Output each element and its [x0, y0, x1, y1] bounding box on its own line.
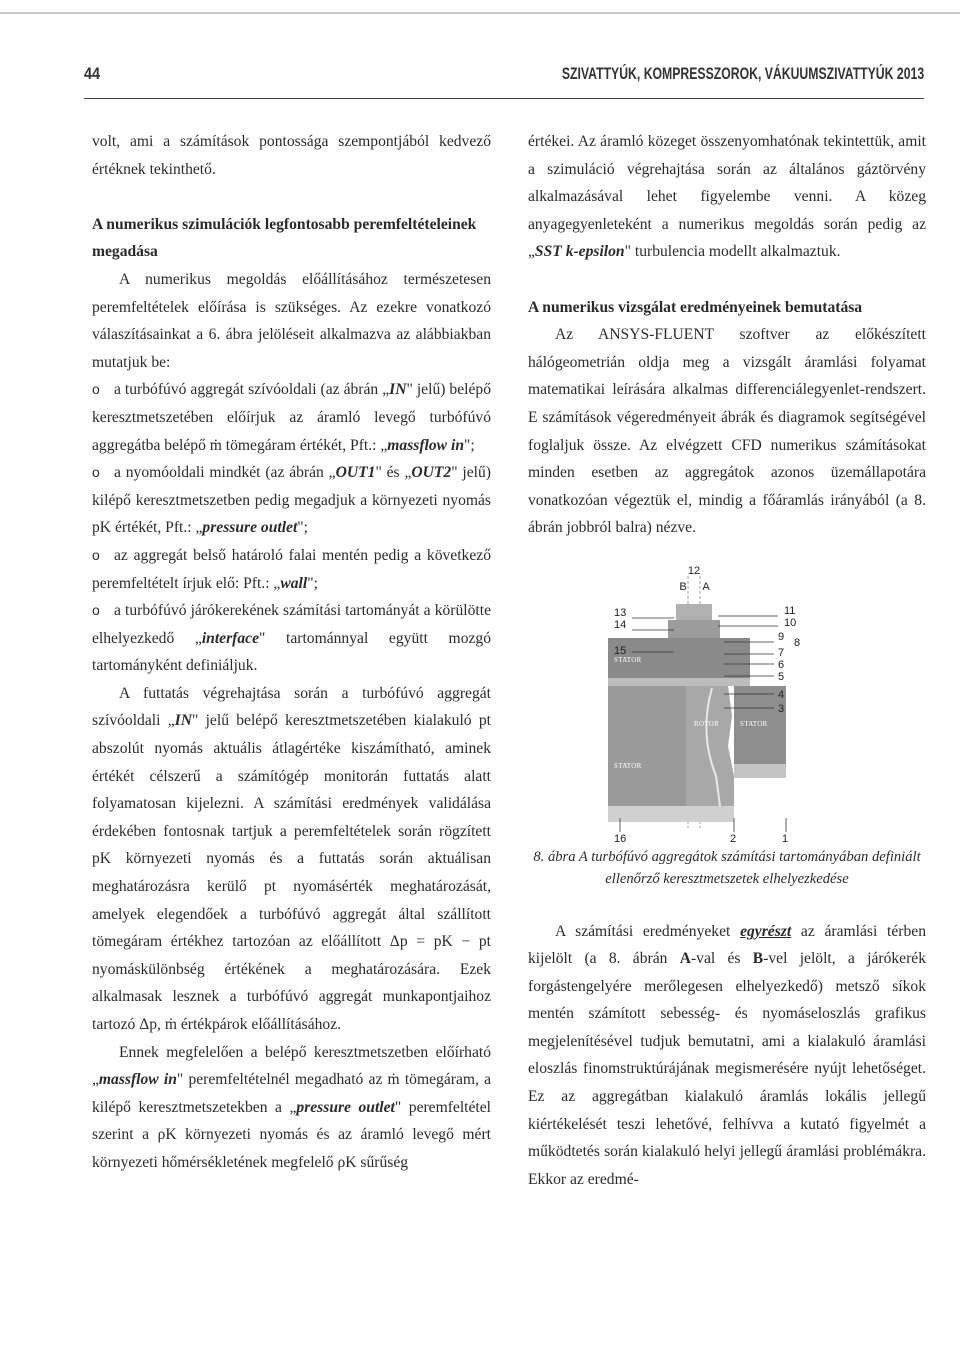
top-rule	[0, 12, 960, 14]
label-11: 11	[784, 604, 796, 617]
computational-domain-diagram	[528, 556, 926, 846]
paragraph: volt, ami a számítások pontossága szempontjából kedvező értéknek tekinthető.	[92, 133, 491, 178]
label-13: 13	[614, 606, 627, 619]
figure-caption: 8. ábra A turbófúvó aggregátok számítási tartományában definiált ellenőrző keresztmetszetek elhelyezkedése	[533, 848, 921, 887]
list-item: o a nyomóoldali mindkét (az ábrán „OUT1" és „OUT2" jelű) kilépő keresztmetszetben pedig megadjuk a környezeti nyomás pK értékét, Pft.: „pressure outlet";	[92, 464, 492, 537]
rotor-zone	[686, 686, 734, 806]
label-14: 14	[614, 618, 627, 631]
label-2: 2	[730, 832, 737, 845]
label-1: 1	[782, 832, 789, 845]
stator-zone-bottom	[608, 686, 686, 806]
journal-title: SZIVATTYÚK, KOMPRESSZOROK, VÁKUUMSZIVATTYÚK 2013	[561, 64, 924, 83]
zone-label-rotor: ROTOR	[694, 719, 720, 728]
figure-8	[528, 556, 926, 846]
zone-label-stator-top: STATOR	[614, 655, 642, 664]
label-16: 16	[614, 832, 627, 845]
right-column	[528, 128, 926, 1193]
list-item: o az aggregát belső határoló falai mentén pedig a következő peremfeltételt írjuk elő: Pft.: „wall";	[92, 546, 491, 592]
section-heading: A numerikus vizsgálat eredményeinek bemutatása	[528, 298, 863, 316]
label-7: 7	[778, 646, 785, 659]
paragraph: értékei. Az áramló közeget összenyomhatónak tekintettük, amit a szimuláció végrehajtása során az általános gáztörvény alkalmazásával lehet figyelembe venni. A közeg anyagegyenleteként a numerikus megoldás során pedig az „SST k-epsilon" turbulencia modellt alkalmaztuk.	[528, 133, 926, 261]
paragraph: A numerikus megoldás előállításához természetesen peremfeltételek előírása is szükséges. Az ezekre vonatkozó válaszításainkat a 6. ábra jelöléseit alkalmazva az alábbiakban mutatjuk be:	[92, 270, 491, 371]
zone-label-stator-right: STATOR	[740, 719, 768, 728]
page-header	[84, 62, 924, 99]
label-5: 5	[778, 670, 785, 683]
section-heading: A numerikus szimulációk legfontosabb peremfeltételeinek megadása	[92, 215, 477, 261]
label-15: 15	[614, 644, 627, 657]
left-column	[92, 128, 491, 1177]
label-4: 4	[778, 688, 785, 701]
label-9: 9	[778, 630, 785, 643]
zone-label-stator-bottom: STATOR	[614, 761, 642, 770]
label-B: B	[679, 580, 687, 593]
label-8: 8	[794, 636, 801, 649]
paragraph: Ennek megfelelően a belépő keresztmetszetben előírható „massflow in" peremfeltételnél megadható az ṁ tömegáram, a kilépő keresztmetszetekben a „pressure outlet" peremfeltétel szerint a ρK környezeti nyomás és az áramló levegő mért környezeti hőmérsékletének megfelelő ρK sűrűség	[92, 1043, 492, 1171]
label-12: 12	[687, 564, 701, 577]
label-6: 6	[778, 658, 785, 671]
list-item: o a turbófúvó járókerekének számítási tartományát a körülötte elhelyezkedő „interface" tartománnyal együtt mozgó tartományként definiáljuk.	[92, 602, 491, 675]
paragraph: A futtatás végrehajtása során a turbófúvó aggregát szívóoldali „IN" jelű belépő keresztmetszetében kialakuló pt abszolút nyomás aktuális átlagértéke kiszámítható, aminek értékét célszerű a számítógép monitorán futtatás alatt folyamatosan kijelezni. A számítási eredmények validálása érdekében fontosnak tartjuk a peremfeltételek során rögzített pK környezeti nyomás és a futtatás során aktuálisan meghatározásra kerülő pt nyomásérték meghatározását, amelyek elegendőek a turbófúvó aggregát által szállított tömegáram értékhez tartozóan az előállított Δp = pK − pt nyomáskülönbség értékének a meghatározására. Ezek alkalmasak lesznek a turbófúvó aggregát munkapontjaihoz tartozó Δp, ṁ értékpárok előállításához.	[92, 684, 491, 1033]
paragraph: A számítási eredményeket egyrészt az áramlási térben kijelölt (a 8. ábrán A-val és B-vel jelölt, a járókerék forgástengelyére merőlegesen elhelyezkedő) metsző síkok mentén számított sebesség- és nyomáseloszlás grafikus megjelenítésével tudjuk bemutatni, ami a kialakuló áramlási eloszlás finomstruktúrájának megismerésére nyújt lehetőséget. Ez az aggregátban kialakuló áramlás lokális jellegű kiértékelését teszi lehetővé, felhívva a kutató figyelmét a működtetés során kialakuló helyi jellegű áramlási problémákra. Ekkor az eredmé-	[528, 922, 926, 1188]
page-number: 44	[84, 64, 101, 83]
paragraph: Az ANSYS-FLUENT szoftver az előkészített hálógeometrián oldja meg a vizsgált áramlási folyamat matematikai leírására alkalmas differenciálegyenlet-rendszert. E számítások végeredményeit ábrák és diagramok segítségével foglaljuk össze. Az elvégzett CFD numerikus számításokat minden esetben az aggregátok azonos üzemállapotára vonatkozóan végeztük el, mindig a főáramlás irányából (a 8. ábrán jobbról balra) nézve.	[528, 326, 926, 537]
list-item: o a turbófúvó aggregát szívóoldali (az ábrán „IN" jelű) belépő keresztmetszetében előírjuk az áramló levegő turbófúvó aggregátba belépő ṁ tömegáram értékét, Pft.: „massflow in";	[92, 381, 491, 454]
label-3: 3	[778, 702, 785, 715]
label-A: A	[702, 580, 710, 593]
label-10: 10	[784, 616, 797, 629]
